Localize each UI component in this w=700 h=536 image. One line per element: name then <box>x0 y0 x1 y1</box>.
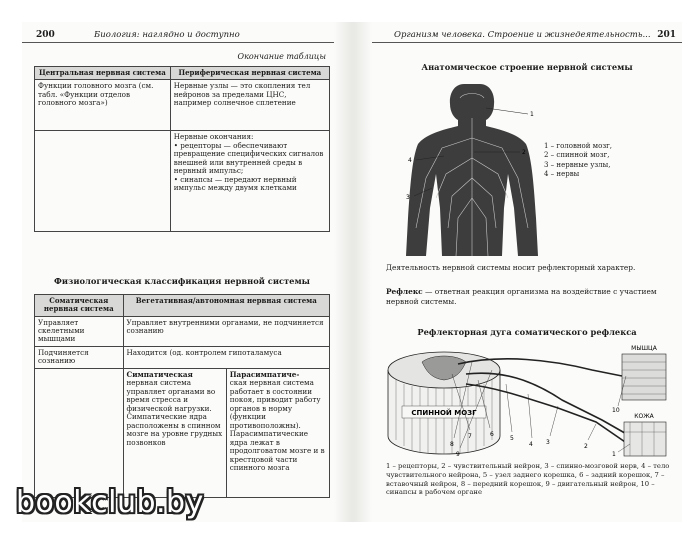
table-continuation-note: Окончание таблицы <box>237 52 326 61</box>
nerve-endings-title: Нервные окончания: <box>173 132 254 142</box>
reflex-term: Рефлекс <box>386 287 423 296</box>
sympathetic-cell <box>123 368 226 497</box>
muscle-label: МЫШЦА <box>631 345 657 352</box>
site-watermark: bookclub.by <box>16 485 204 520</box>
right-page <box>372 22 682 522</box>
sympathetic-nuclei-text: Симпатические ядра расположены в спинном мозге на уровне грудных позвонков <box>126 412 223 447</box>
legend-item: 3 – нервные узлы, <box>544 160 611 169</box>
figure2-number: 4 <box>529 441 533 448</box>
figure2-number: 7 <box>468 433 472 440</box>
figure2-number: 5 <box>510 435 514 442</box>
parasympathetic-title: Парасимпатиче- <box>229 369 300 379</box>
parasympathetic-nuclei-text: Парасимпатические ядра лежат в продолговатом мозге и в крестцовой части спинного мозга <box>229 429 325 473</box>
nerve-endings-list <box>174 142 326 193</box>
table-cell: Нервные узлы — это скопления тел нейронов за пределами ЦНС, например солнечное сплетение <box>170 80 329 131</box>
table-row <box>35 316 330 346</box>
table-cell: Подчиняется сознанию <box>35 346 124 368</box>
column-header-cns: Центральная нервная система <box>35 67 171 80</box>
table-row <box>35 368 330 497</box>
sympathetic-text: нервная система управляет органами во время стресса и физической нагрузки. <box>126 378 216 413</box>
reflex-definition <box>386 287 676 306</box>
table-row <box>35 295 330 317</box>
figure1-title: Анатомическое строение нервной системы <box>421 62 633 72</box>
muscle-block <box>622 345 666 400</box>
figure2-number: 1 <box>612 451 616 458</box>
left-page-number: 200 <box>36 30 55 40</box>
column-header-pns: Периферическая нервная система <box>170 67 329 80</box>
table-row <box>35 346 330 368</box>
figure2-title: Рефлекторная дуга соматического рефлекса <box>417 327 637 337</box>
book-gutter <box>334 22 372 522</box>
legend-item: 4 – нервы <box>544 170 580 179</box>
figure1-number: 3 <box>406 194 410 201</box>
figure1-number: 4 <box>408 157 412 164</box>
skin-block <box>624 413 666 456</box>
figure2-number: 2 <box>584 443 588 450</box>
table-row <box>35 80 330 131</box>
table-cell <box>35 368 124 497</box>
legend-item: 1 – головной мозг, <box>544 142 613 150</box>
reflex-activity-text: Деятельность нервной системы носит рефлекторный характер. <box>386 263 636 272</box>
spinal-cord-cylinder <box>388 352 500 454</box>
table-cell: Управляет внутренними органами, не подчиняется сознанию <box>123 316 330 346</box>
sympathetic-title: Симпатическая <box>126 369 193 379</box>
reflex-arc-figure <box>382 340 676 458</box>
left-running-head: Биология: наглядно и доступно <box>94 30 240 40</box>
right-running-head: Организм человека. Строение и жизнедеятельность... <box>394 30 651 40</box>
section-title: Физиологическая классификация нервной системы <box>54 276 310 286</box>
figure2-number: 6 <box>490 431 494 438</box>
reflex-definition-text: — ответная реакция организма на воздействие с участием нервной системы. <box>386 287 657 306</box>
table-row <box>35 131 330 232</box>
figure1-legend <box>544 142 612 180</box>
table-cell: Управляет скелетными мышцами <box>35 316 124 346</box>
left-page-header <box>22 26 334 43</box>
parasympathetic-cell <box>226 368 329 497</box>
figure2-number: 8 <box>450 441 454 448</box>
figure2-number: 9 <box>456 451 460 458</box>
nervous-system-figure <box>402 78 542 258</box>
skin-label: КОЖА <box>634 413 654 420</box>
column-header-somatic: Соматическая нервная система <box>35 295 124 317</box>
figure2-caption: 1 – рецепторы, 2 – чувствительный нейрон, 3 – спинно-мозговой нерв, 4 – тело чувствительного нейрона, 5 – узел заднего корешка, 6 – задний корешок, 7 – вставочный нейрон, 8 – передний корешок, 9 – двигательный нейрон, 10 – синапсы в рабочем органе <box>386 462 670 497</box>
right-page-number: 201 <box>657 30 676 40</box>
table-cell: Находится (од. контролем гипоталамуса <box>123 346 330 368</box>
table-cell <box>35 131 171 232</box>
figure1-number: 1 <box>530 111 534 118</box>
figure1-number: 2 <box>522 149 526 156</box>
figure2-number: 3 <box>546 439 550 446</box>
left-page <box>22 22 334 522</box>
parasympathetic-text: ская нервная система работает в состоянии покоя, приводит работу органов в норму (функции противоположны). <box>229 378 321 430</box>
nervous-system-table <box>34 66 330 232</box>
physiological-classification-table <box>34 294 330 498</box>
figure2-number: 10 <box>612 407 620 414</box>
table-cell: Функции головного мозга (см. табл. «Функции отделов головного мозга») <box>35 80 171 131</box>
right-page-header <box>372 26 682 43</box>
spinal-cord-label: СПИННОЙ МОЗГ <box>411 409 477 417</box>
column-header-autonomic: Вегетативная/автономная нервная система <box>123 295 330 317</box>
table-row <box>35 67 330 80</box>
list-item: • рецепторы — обеспечивают превращение специфических сигналов внешней или внутренней среды в нервный импульс; <box>173 140 324 176</box>
list-item: • синапсы — передают нервный импульс между двумя клетками <box>173 174 297 193</box>
table-cell <box>170 131 329 232</box>
legend-item: 2 – спинной мозг, <box>544 151 610 160</box>
